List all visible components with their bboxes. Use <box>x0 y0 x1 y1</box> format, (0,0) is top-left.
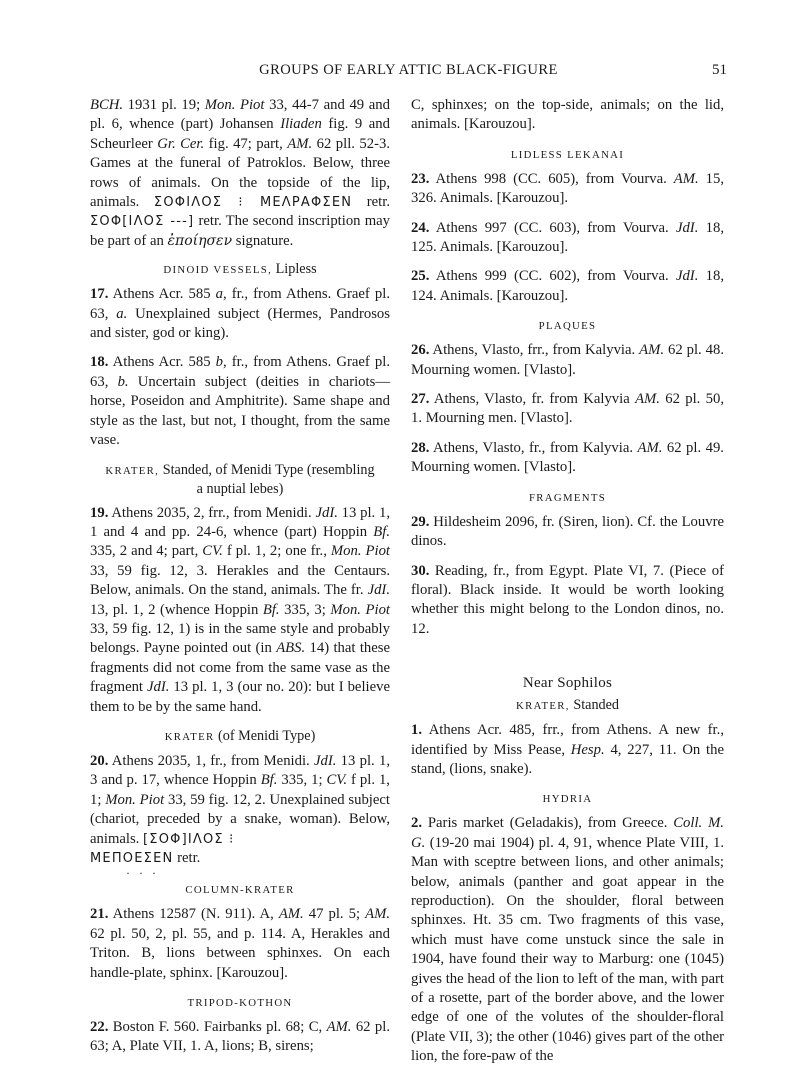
section-heading-krater-standed-2: KRATER, Standed <box>515 697 620 714</box>
greek-inscription: [ΣΟΦ]ΙΛΟΣ ⁝ <box>143 831 235 847</box>
entry-20: 20. Athens 2035, 1, fr., from Menidi. JdI. 13 pl. 1, 3 and p. 17, whence Hoppin Bf. 335, 1; CV. f pl. 1, 1; Mon. Piot 33, 59 fig. 12, 2. Unexplained subject (chariot, preceded by a snake, woman). Below, animals. [ΣΟΦ]ΙΛΟΣ ⁝ ΜΕΠΟΕΣΕΝ retr. <box>90 752 390 866</box>
entry-22: 22. Boston F. 560. Fairbanks pl. 68; C, AM. 62 pl. 63; A, Plate VII, 1. A, lions; B, sirens; <box>90 1019 390 1055</box>
section-heading-hydria: HYDRIA <box>542 793 593 806</box>
section-heading-plaques: PLAQUES <box>538 320 597 333</box>
entry-28: 28. Athens, Vlasto, fr., from Kalyvia. AM. 62 pl. 49. Mourning women. [Vlasto]. <box>411 439 724 476</box>
near-sophilos-entry-1: 1. Athens Acr. 485, frr., from Athens. A new fr., identified by Miss Pease, Hesp. 4, 227, 11. On the stand, (lions, snake). <box>411 722 724 777</box>
greek-inscription: ΣΟΦ[ΙΛΟΣ ---] <box>90 214 195 230</box>
entry-30: 30. Reading, fr., from Egypt. Plate VI, 7. (Piece of floral). Black inside. It would be worth looking whether this might belong to the London dinos, no. 12. <box>411 562 724 637</box>
entry-18: 18. Athens Acr. 585 b, fr., from Athens. Graef pl. 63, b. Uncertain subject (deities in chariots—horse, Poseidon and Amphitrite). Same shape and style as the last, but not, I thought, from the same vase. <box>90 354 391 449</box>
entry-25: 25. Athens 999 (CC. 602), from Vourva. JdI. 18, 124. Animals. [Karouzou]. <box>411 268 725 304</box>
entry-21: 21. Athens 12587 (N. 911). A, AM. 47 pl. 5; AM. 62 pl. 50, 2, pl. 55, and p. 114. A, Herakles and Triton. B, lions between sphinxes. On each handle-plate, sphinx. [Karouzou]. <box>90 906 390 981</box>
greek-inscription: ΣΟΦΙΛΟΣ ⁝ ΜΕΛΡΑΦΣΕΝ <box>153 195 353 211</box>
right-column <box>411 96 724 1077</box>
section-heading-tripod-kothon: TRIPOD-KOTHON <box>187 997 293 1010</box>
running-title: GROUPS OF EARLY ATTIC BLACK-FIGURE <box>259 62 558 78</box>
entry-16-continuation: BCH. 1931 pl. 19; Mon. Piot 33, 44-7 and 49 and pl. 6, whence (part) Johansen Iliaden fig. 9 and Scheurleer Gr. Cer. fig. 47; part, AM. 62 pll. 52-3. Games at the funeral of Patroklos. Below, three rows of animals. On the topside of the lip, animals. ΣΟΦΙΛΟΣ ⁝ ΜΕΛΡΑΦΣΕΝ retr. ΣΟΦ[ΙΛΟΣ ---] retr. The second inscription may be part of an ἐποίησεν signature. <box>90 97 391 249</box>
entry-29: 29. Hildesheim 2096, fr. (Siren, lion). Cf. the Louvre dinos. <box>411 513 724 550</box>
entry-17: 17. Athens Acr. 585 a, fr., from Athens. Graef pl. 63, a. Unexplained subject (Hermes, Pandrosos and sister, god or king). <box>90 286 390 342</box>
inscription-dots: · · · <box>126 866 159 881</box>
entry-23: 23. Athens 998 (CC. 605), from Vourva. AM. 15, 326. Animals. [Karouzou]. <box>411 170 724 207</box>
entry-22-continuation: C, sphinxes; on the top-side, animals; on the lid, animals. [Karouzou]. <box>411 97 724 133</box>
subsection-title-near-sophilos: Near Sophilos <box>522 675 613 692</box>
entry-24: 24. Athens 997 (CC. 603), from Vourva. JdI. 18, 125. Animals. [Karouzou]. <box>411 219 725 256</box>
section-heading-krater-menidi: KRATER (of Menidi Type) <box>164 727 316 744</box>
section-heading-krater-standed: KRATER, Standed, of Menidi Type (resembling a nuptial lebes) <box>105 461 375 497</box>
entry-27: 27. Athens, Vlasto, fr. from Kalyvia AM. 62 pl. 50, 1. Mourning men. [Vlasto]. <box>411 391 724 427</box>
section-heading-lidless-lekanai: LIDLESS LEKANAI <box>510 148 625 161</box>
entry-19: 19. Athens 2035, 2, frr., from Menidi. JdI. 13 pl. 1, 1 and 4 and pp. 24-6, whence (part) Hoppin Bf. 335, 2 and 4; part, CV. f pl. 1, 2; one fr., Mon. Piot 33, 59 fig. 12, 3. Herakles and the Centaurs. Below, animals. On the stand, animals. The fr. JdI. 13, pl. 1, 2 (whence Hoppin Bf. 335, 3; Mon. Piot 33, 59 fig. 12, 1) is in the same style and probably belongs. Payne pointed out (in ABS. 14) that these fragments did not come from the same vase as the fragment JdI. 13 pl. 1, 3 (our no. 20): but I believe them to be by the same hand. <box>90 504 391 715</box>
section-heading-dinoid: DINOID VESSELS, Lipless <box>163 261 317 278</box>
left-column <box>90 96 390 1067</box>
running-header <box>90 62 727 84</box>
section-heading-column-krater: COLUMN-KRATER <box>185 884 295 897</box>
page-number: 51 <box>712 62 727 78</box>
greek-inscription: ΜΕΠΟΕΣΕΝ <box>90 851 174 866</box>
near-sophilos-entry-2: 2. Paris market (Geladakis), from Greece. Coll. M. G. (19-20 mai 1904) pl. 4, 91, whence Plate VIII, 1. Man with sceptre between lions, and other animals; below, animals (panther and goat appear in the reproduction). On the shoulder, floral between sphinxes. Ht. 35 cm. Two fragments of this vase, which must have come unstuck since the sale in 1904, have found their way to Marburg: one (1045) gives the head of the lion to left of the man, with part of a rosette, part of the border above, and the lower edge of one of the volutes of the shoulder-floral (Plate VII, 3); the other (1046) gives part of the other lion, the fore-paw of the <box>411 815 724 1065</box>
section-heading-fragments: FRAGMENTS <box>528 491 607 504</box>
entry-26: 26. Athens, Vlasto, frr., from Kalyvia. AM. 62 pl. 48. Mourning women. [Vlasto]. <box>411 342 724 378</box>
